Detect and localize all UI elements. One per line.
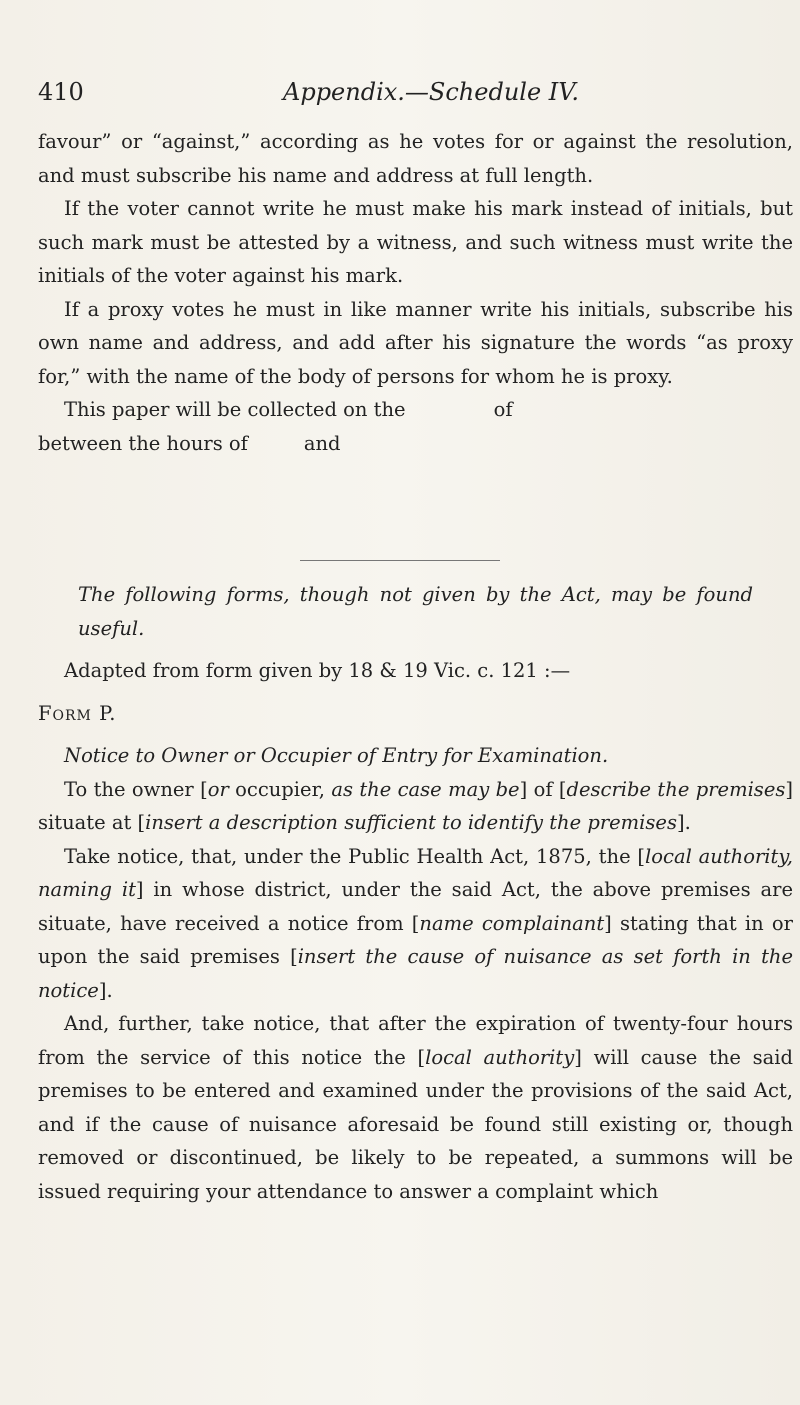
paragraph-to-owner (38, 773, 793, 840)
text-run: To the owner [ (64, 777, 208, 801)
text-run: And, further, take notice, that after the expiration of twenty-four hours from the service of this notice the [ (38, 1012, 793, 1069)
hours-text: between the hours of (38, 431, 248, 455)
italic-run: name complainant (419, 911, 605, 935)
paragraph-hours (38, 427, 793, 461)
paragraph-favour: favour” or “against,” according as he votes for or against the resolution, and must subscribe his name and address at full length. (38, 130, 793, 187)
italic-run: or (207, 777, 229, 801)
text-run: ] in whose district, under the said Act, the above premises are situate, have received a notice from [ (38, 878, 793, 935)
paragraph-further-notice (38, 1007, 793, 1208)
forms-note: The following forms, though not given by the Act, may be found useful. (78, 583, 753, 640)
collection-text: This paper will be collected on the (64, 398, 406, 421)
page-header (38, 78, 758, 118)
italic-run: local authority (425, 1045, 575, 1069)
text-run: ] situate at [ (38, 777, 793, 834)
paragraph-proxy: If a proxy votes he must in like manner write his initials, subscribe his own name and address, and add after his signature the words “as proxy for,” with the name of the body of persons for whom he is proxy. (38, 297, 793, 388)
text-run: ]. (676, 811, 691, 834)
italic-run: as the case may be (331, 777, 520, 801)
paragraph-mark: If the voter cannot write he must make his mark instead of initials, but such mark must be attested by a witness, and such witness must write the initials of the voter against his mark. (38, 197, 793, 287)
adapted-from: Adapted from form given by 18 & 19 Vic. c. 121 :— (64, 659, 571, 682)
paragraph-take-notice (38, 840, 793, 1008)
section-divider (300, 560, 500, 561)
italic-run: insert the cause of nuisance as set forth in the notice (38, 945, 794, 1002)
forms-section (38, 578, 793, 1208)
notice-title: Notice to Owner or Occupier of Entry for Examination. (64, 744, 609, 767)
italic-run: local authority, naming it (38, 844, 793, 901)
collection-of: of (493, 398, 513, 421)
running-head: Appendix.—Schedule IV. (283, 78, 580, 106)
text-run: ] stating that in or upon the said premises [ (38, 911, 793, 968)
text-run: ]. (98, 978, 113, 1002)
hours-and: and (303, 431, 341, 455)
italic-run: describe the premises (566, 777, 786, 801)
page-number: 410 (38, 78, 84, 106)
text-run: occupier, (228, 777, 332, 801)
italic-run: insert a description sufficient to identify the premises (145, 811, 677, 834)
text-run: ] of [ (519, 777, 567, 801)
text-run: ] will cause the said premises to be entered and examined under the provisions of the said Act, and if the cause of nuisance aforesaid be found still existing or, though removed or discontinued, be likely to be repeated, a summons will be issued requiring your attendance to answer a complaint which (38, 1045, 793, 1203)
voting-instructions (38, 125, 793, 460)
text-run: Take notice, that, under the Public Health Act, 1875, the [ (64, 844, 646, 868)
paragraph-collection (38, 393, 793, 427)
form-title: Form P. (38, 701, 117, 725)
